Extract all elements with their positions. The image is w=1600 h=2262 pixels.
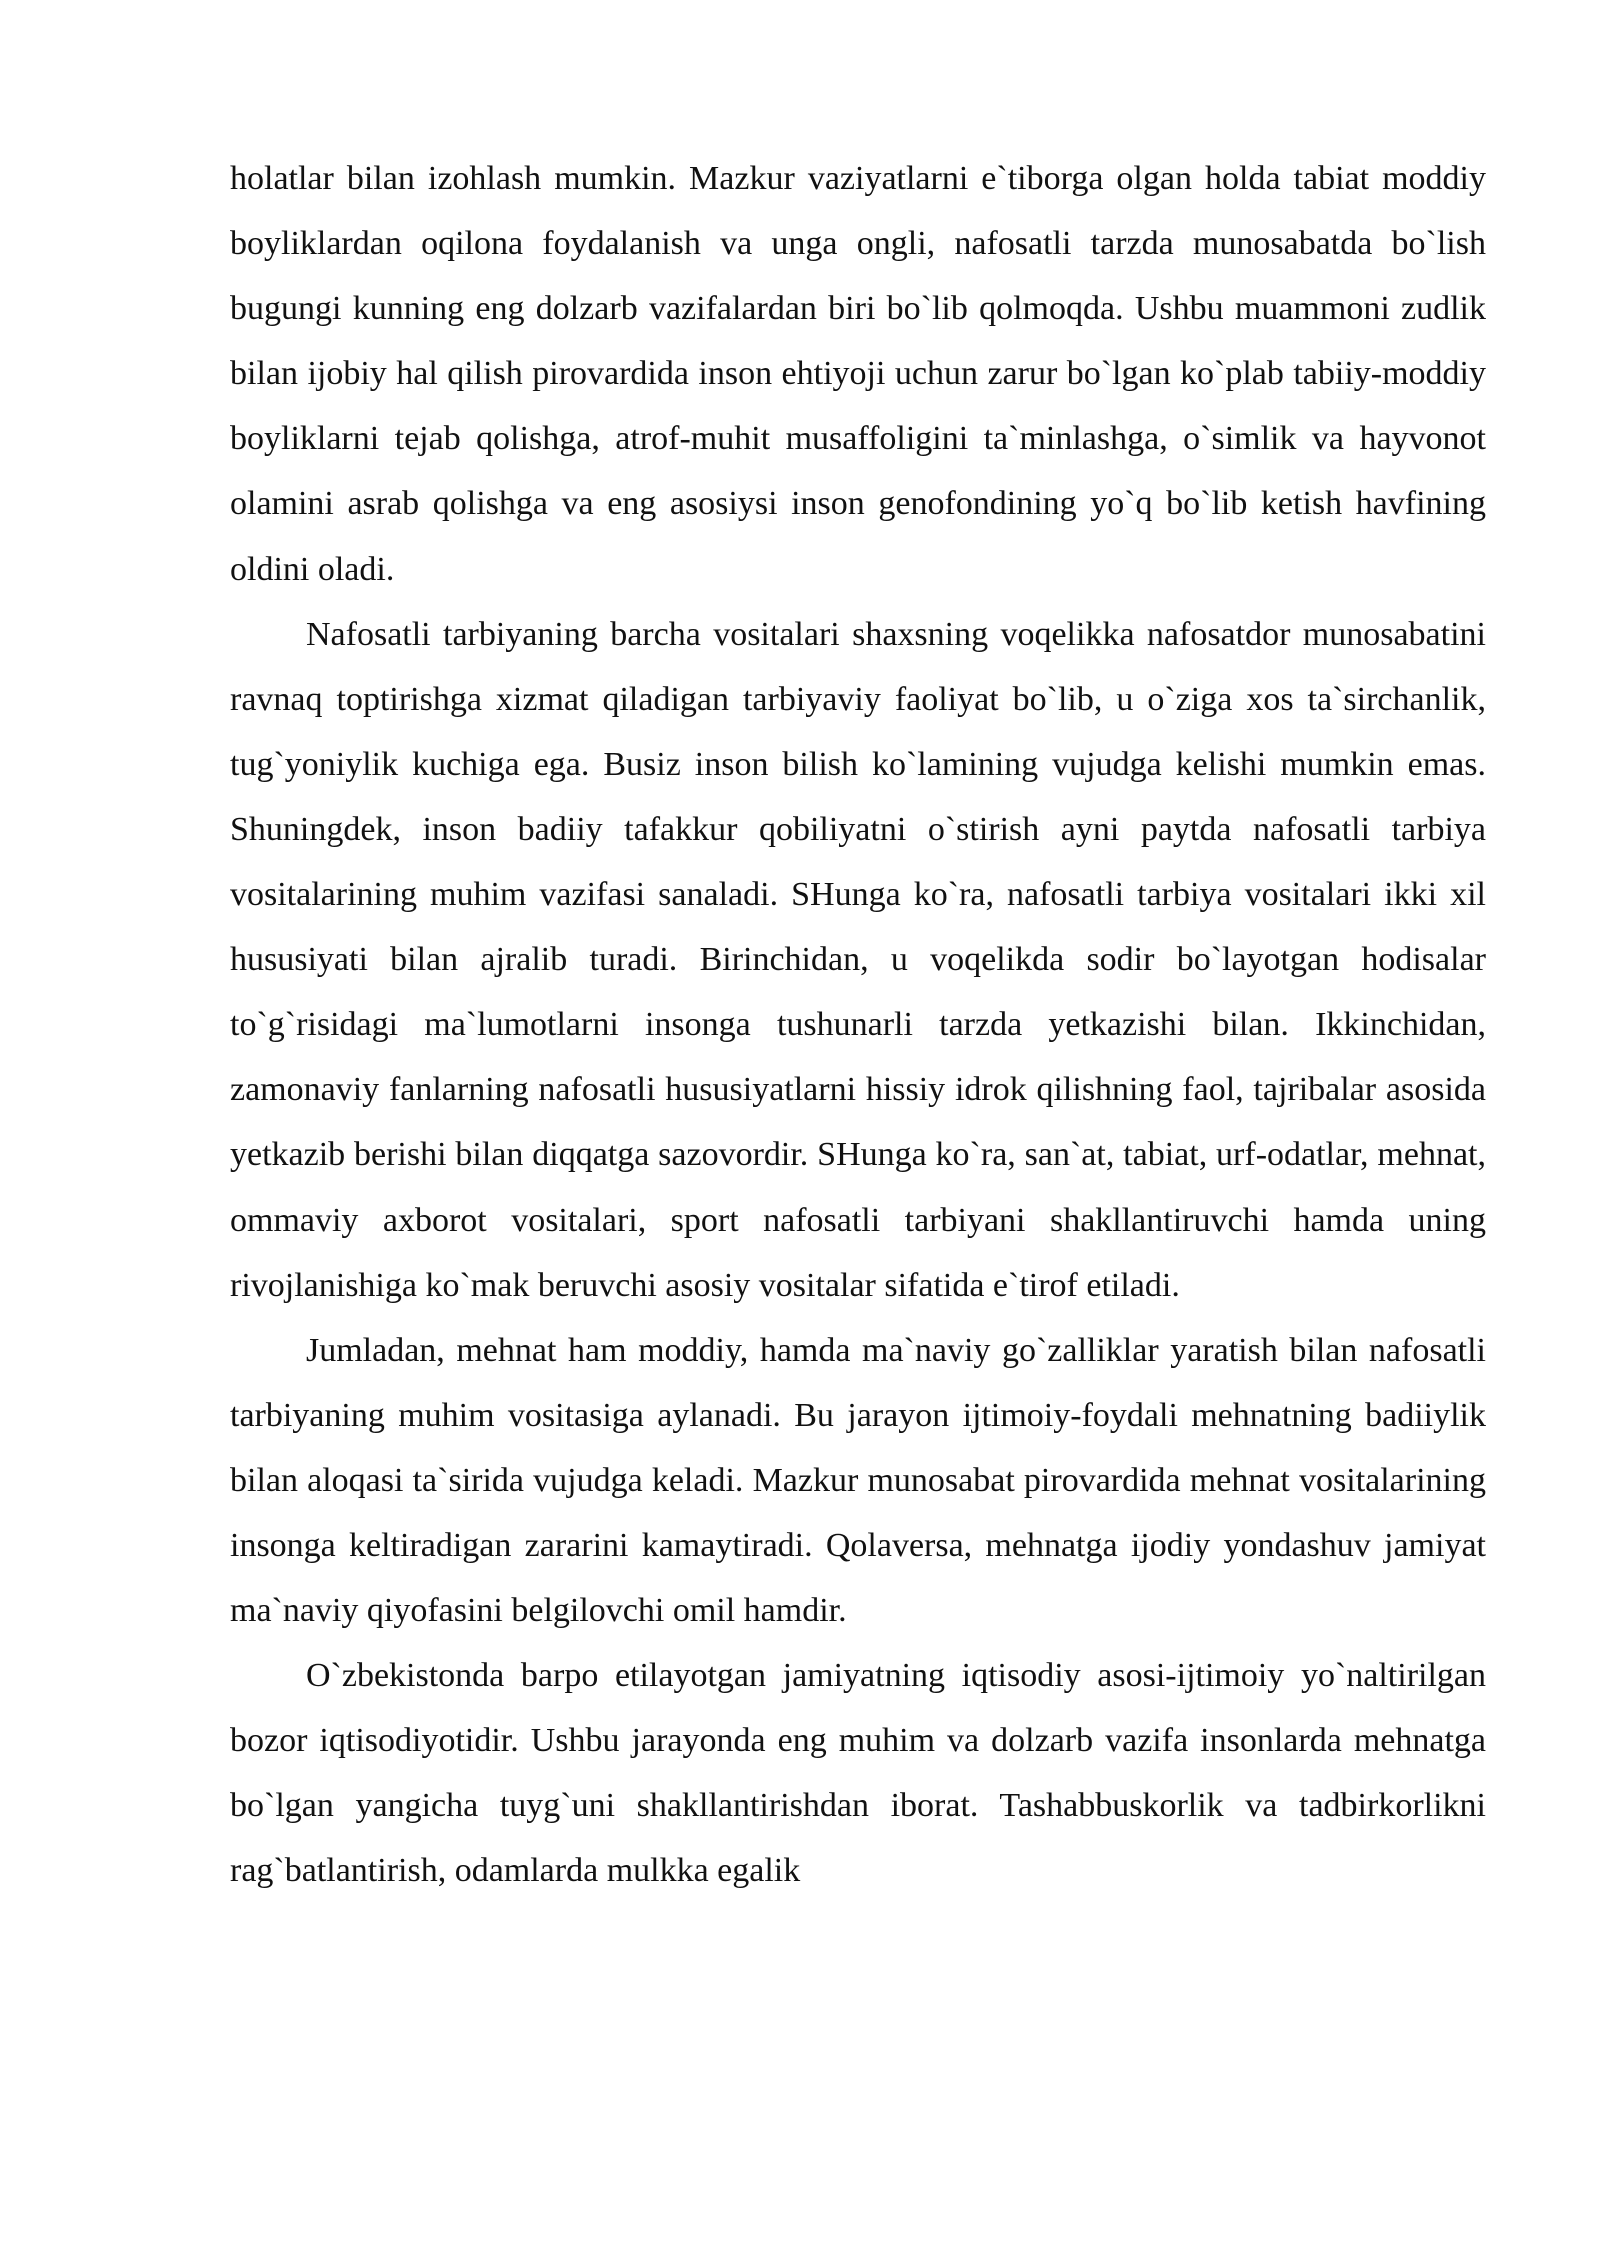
paragraph-aesthetic-education-means: Nafosatli tarbiyaning barcha vositalari shaxsning voqelikka nafosatdor munosabatini ravnaq toptirishga xizmat qiladigan tarbiyaviy faoliyat bo`lib, u o`ziga xos ta`sirchanlik, tug`yoniylik kuchiga ega. Busiz inson bilish ko`lamining vujudga kelishi mumkin emas. Shuningdek, inson badiiy tafakkur qobiliyatni o`stirish ayni paytda nafosatli tarbiya vositalarining muhim vazifasi sanaladi. SHunga ko`ra, nafosatli tarbiya vositalari ikki xil hususiyati bilan ajralib turadi. Birinchidan, u voqelikda sodir bo`layotgan hodisalar to`g`risidagi ma`lumotlarni insonga tushunarli tarzda yetkazishi bilan. Ikkinchidan, zamonaviy fanlarning nafosatli hususiyatlarni hissiy idrok qilishning faol, tajribalar asosida yetkazib berishi bilan diqqatga sazovordir. SHunga ko`ra, san`at, tabiat, urf-odatlar, mehnat, ommaviy axborot vositalari, sport nafosatli tarbiyani shakllantiruvchi hamda uning rivojlanishiga ko`mak beruvchi asosiy vositalar sifatida e`tirof etiladi. bbox=[230, 615, 1486, 1304]
paragraph-continuation: holatlar bilan izohlash mumkin. Mazkur vaziyatlarni e`tiborga olgan holda tabiat moddiy boyliklardan oqilona foydalanish va unga ongli, nafosatli tarzda munosabatda bo`lish bugungi kunning eng dolzarb vazifalardan biri bo`lib qolmoqda. Ushbu muammoni zudlik bilan ijobiy hal qilish pirovardida inson ehtiyoji uchun zarur bo`lgan ko`plab tabiiy-moddiy boyliklarni tejab qolishga, atrof-muhit musaffoligini ta`minlashga, o`simlik va hayvonot olamini asrab qolishga va eng asosiysi inson genofondining yo`q bo`lib ketish havfining oldini oladi. bbox=[230, 160, 1486, 588]
paragraph-labor: Jumladan, mehnat ham moddiy, hamda ma`naviy go`zalliklar yaratish bilan nafosatli tarbiyaning muhim vositasiga aylanadi. Bu jarayon ijtimoiy-foydali mehnatning badiiylik bilan aloqasi ta`sirida vujudga keladi. Mazkur munosabat pirovardida mehnat vositalarining insonga keltiradigan zararini kamaytiradi. Qolaversa, mehnatga ijodiy yondashuv jamiyat ma`naviy qiyofasini belgilovchi omil hamdir. bbox=[230, 1331, 1486, 1630]
paragraph-uzbekistan-economy: O`zbekistonda barpo etilayotgan jamiyatning iqtisodiy asosi-ijtimoiy yo`naltirilgan bozor iqtisodiyotidir. Ushbu jarayonda eng muhim va dolzarb vazifa insonlarda mehnatga bo`lgan yangicha tuyg`uni shakllantirishdan iborat. Tashabbuskorlik va tadbirkorlikni rag`batlantirish, odamlarda mulkka egalik bbox=[230, 1657, 1486, 1890]
document-body bbox=[230, 146, 1486, 1904]
